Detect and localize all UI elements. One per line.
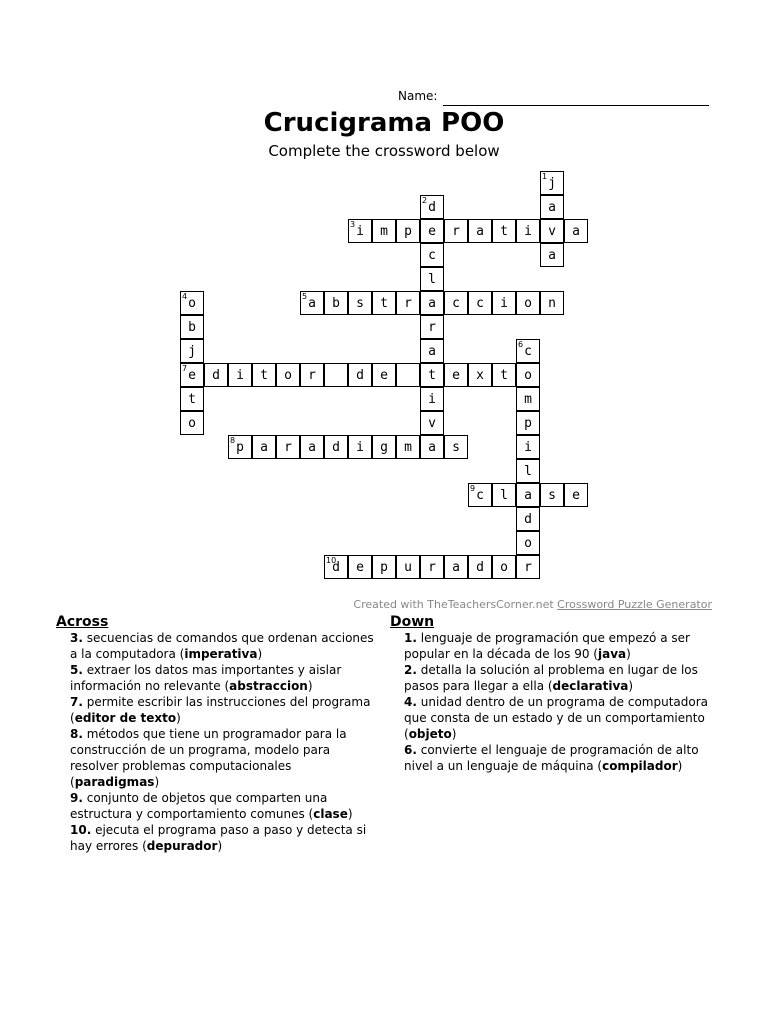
grid-cell[interactable]: [396, 363, 420, 387]
clue-answer: editor de texto: [74, 711, 177, 725]
cell-letter: o: [524, 367, 532, 383]
cell-letter: m: [380, 223, 388, 239]
grid-cell[interactable]: [540, 243, 564, 267]
clue-text: extraer los datos mas importantes y aislar información no relevante (: [70, 663, 342, 693]
clue-text: métodos que tiene un programador para la construcción de un programa, modelo para resolver problemas computacionales (: [70, 727, 347, 789]
grid-cell[interactable]: [372, 219, 396, 243]
grid-cell[interactable]: [396, 219, 420, 243]
cell-letter: a: [548, 247, 556, 263]
grid-cell[interactable]: [492, 555, 516, 579]
cell-letter: o: [188, 415, 196, 431]
cell-letter: r: [452, 223, 460, 239]
grid-cell[interactable]: [396, 291, 420, 315]
clue-item: [390, 742, 710, 774]
cell-letter: d: [476, 559, 484, 575]
cell-letter: b: [332, 295, 340, 311]
cell-letter: t: [260, 367, 268, 383]
cell-letter: p: [524, 415, 532, 431]
grid-cell[interactable]: [540, 195, 564, 219]
cell-letter: a: [524, 487, 532, 503]
grid-cell[interactable]: [420, 267, 444, 291]
clue-item: [56, 662, 376, 694]
grid-cell[interactable]: [516, 219, 540, 243]
clue-item: [56, 790, 376, 822]
clue-answer: clase: [313, 807, 348, 821]
grid-cell[interactable]: [564, 483, 588, 507]
cell-letter: a: [476, 223, 484, 239]
clue-end: ): [154, 775, 160, 789]
clue-end: ): [217, 839, 223, 853]
cell-letter: t: [188, 391, 196, 407]
clue-number: 4.: [404, 695, 417, 709]
cell-letter: i: [428, 391, 436, 407]
clue-end: ): [176, 711, 181, 725]
cell-letter: r: [428, 319, 436, 335]
cell-letter: n: [548, 295, 556, 311]
grid-cell[interactable]: [348, 363, 372, 387]
grid-cell[interactable]: [372, 435, 396, 459]
grid-cell[interactable]: [468, 219, 492, 243]
cell-letter: m: [524, 391, 532, 407]
grid-cell[interactable]: [468, 555, 492, 579]
cell-letter: u: [404, 559, 412, 575]
grid-cell[interactable]: [420, 291, 444, 315]
cell-letter: c: [428, 247, 436, 263]
grid-cell[interactable]: [564, 219, 588, 243]
cell-letter: c: [524, 343, 532, 359]
clue-text: conjunto de objetos que comparten una estructura y comportamiento comunes (: [70, 791, 328, 821]
grid-cell[interactable]: [420, 411, 444, 435]
down-clues: [390, 614, 710, 774]
clue-end: ): [628, 679, 634, 693]
page-subtitle: Complete the crossword below: [268, 142, 500, 160]
cell-letter: e: [356, 559, 364, 575]
cell-letter: o: [500, 559, 508, 575]
clue-number: 1: [542, 172, 548, 181]
grid-cell[interactable]: [348, 435, 372, 459]
clue-answer: java: [597, 647, 627, 661]
cell-letter: a: [428, 439, 436, 455]
clue-end: ): [451, 727, 457, 741]
clue-answer: abstraccion: [229, 679, 308, 693]
clue-number: 2: [422, 196, 428, 205]
clue-end: ): [257, 647, 263, 661]
cell-letter: l: [428, 271, 436, 287]
clue-end: ): [677, 759, 683, 773]
cell-letter: v: [428, 415, 436, 431]
grid-cell[interactable]: [372, 363, 396, 387]
cell-letter: o: [524, 295, 532, 311]
grid-cell[interactable]: [348, 219, 372, 243]
grid-cell[interactable]: [468, 363, 492, 387]
grid-cell[interactable]: [516, 555, 540, 579]
clue-number: 4: [182, 292, 188, 301]
cell-letter: d: [356, 367, 364, 383]
grid-cell[interactable]: [372, 555, 396, 579]
grid-cell[interactable]: [348, 291, 372, 315]
cell-letter: a: [308, 295, 316, 311]
cell-letter: r: [428, 559, 436, 575]
clue-number: 5: [302, 292, 308, 301]
cell-letter: i: [524, 223, 532, 239]
clue-text: secuencias de comandos que ordenan acciones a la computadora (: [70, 631, 374, 661]
grid-cell[interactable]: [180, 411, 204, 435]
grid-cell[interactable]: [516, 435, 540, 459]
cell-letter: t: [500, 367, 508, 383]
grid-cell[interactable]: [252, 363, 276, 387]
grid-cell[interactable]: [516, 387, 540, 411]
cell-letter: d: [332, 439, 340, 455]
cell-letter: r: [284, 439, 292, 455]
cell-letter: i: [356, 439, 364, 455]
cell-letter: c: [452, 295, 460, 311]
clue-answer: objeto: [408, 727, 452, 741]
grid-cell[interactable]: [420, 339, 444, 363]
clue-item: [56, 822, 376, 854]
across-list: [56, 630, 376, 854]
cell-letter: d: [524, 511, 532, 527]
grid-cell[interactable]: [324, 435, 348, 459]
clue-number: 9: [470, 484, 476, 493]
across-clues: [56, 614, 376, 854]
grid-cell[interactable]: [228, 435, 252, 459]
cell-letter: o: [284, 367, 292, 383]
cell-letter: a: [428, 295, 436, 311]
cell-letter: o: [524, 535, 532, 551]
credit-line: [353, 598, 712, 611]
grid-cell[interactable]: [300, 435, 324, 459]
credit-text: Created with TheTeachersCorner.net: [353, 598, 554, 611]
grid-cell[interactable]: [324, 363, 348, 387]
page-title: Crucigrama POO: [263, 108, 505, 138]
cell-letter: j: [548, 175, 556, 191]
clue-number: 8.: [70, 727, 83, 741]
clue-text: permite escribir las instrucciones del programa (: [70, 695, 371, 725]
clue-number: 6.: [404, 743, 417, 757]
grid-cell[interactable]: [468, 483, 492, 507]
grid-cell[interactable]: [516, 483, 540, 507]
cell-letter: d: [212, 367, 220, 383]
cell-letter: a: [452, 559, 460, 575]
cell-letter: c: [476, 295, 484, 311]
clue-item: [56, 630, 376, 662]
cell-letter: j: [188, 343, 196, 359]
grid-cell[interactable]: [180, 363, 204, 387]
grid-cell[interactable]: [396, 555, 420, 579]
down-list: [390, 630, 710, 774]
clue-number: 7: [182, 364, 188, 373]
cell-letter: s: [548, 487, 556, 503]
grid-cell[interactable]: [516, 411, 540, 435]
cell-letter: a: [260, 439, 268, 455]
name-label: Name:: [398, 89, 438, 103]
cell-letter: e: [572, 487, 580, 503]
clue-number: 3.: [70, 631, 83, 645]
grid-cell[interactable]: [444, 555, 468, 579]
grid-cell[interactable]: [180, 291, 204, 315]
clue-answer: compilador: [602, 759, 678, 773]
clue-number: 5.: [70, 663, 83, 677]
grid-cell[interactable]: [516, 339, 540, 363]
clue-text: convierte el lenguaje de programación de alto nivel a un lenguaje de máquina (: [404, 743, 699, 773]
grid-cell[interactable]: [492, 363, 516, 387]
cell-letter: x: [476, 367, 484, 383]
grid-cell[interactable]: [540, 219, 564, 243]
cell-letter: t: [380, 295, 388, 311]
grid-cell[interactable]: [420, 219, 444, 243]
grid-cell[interactable]: [492, 219, 516, 243]
clue-end: ): [626, 647, 631, 661]
clue-end: ): [347, 807, 353, 821]
grid-cell[interactable]: [396, 435, 420, 459]
cell-letter: l: [500, 487, 508, 503]
clue-text: ejecuta el programa paso a paso y detecta si hay errores (: [70, 823, 367, 853]
cell-letter: e: [452, 367, 460, 383]
grid-cell[interactable]: [516, 363, 540, 387]
grid-cell[interactable]: [420, 195, 444, 219]
grid-cell[interactable]: [540, 171, 564, 195]
cell-letter: g: [380, 439, 388, 455]
grid-cell[interactable]: [444, 219, 468, 243]
cell-letter: p: [380, 559, 388, 575]
grid-cell[interactable]: [180, 387, 204, 411]
cell-letter: r: [524, 559, 532, 575]
grid-cell[interactable]: [516, 507, 540, 531]
grid-cell[interactable]: [468, 291, 492, 315]
grid-cell[interactable]: [516, 531, 540, 555]
grid-cell[interactable]: [420, 387, 444, 411]
generator-link[interactable]: Crossword Puzzle Generator: [557, 598, 712, 611]
cell-letter: e: [380, 367, 388, 383]
clue-answer: paradigmas: [74, 775, 155, 789]
clue-item: [56, 726, 376, 790]
cell-letter: s: [452, 439, 460, 455]
grid-cell[interactable]: [228, 363, 252, 387]
grid-cell[interactable]: [492, 291, 516, 315]
grid-cell[interactable]: [444, 435, 468, 459]
down-heading: Down: [390, 614, 435, 630]
grid-cell[interactable]: [420, 315, 444, 339]
grid-cell[interactable]: [540, 291, 564, 315]
grid-cell[interactable]: [300, 363, 324, 387]
cell-letter: i: [500, 295, 508, 311]
cell-letter: t: [500, 223, 508, 239]
clue-number: 9.: [70, 791, 83, 805]
grid-cell[interactable]: [516, 291, 540, 315]
cell-letter: o: [188, 295, 196, 311]
grid-cell[interactable]: [540, 483, 564, 507]
cell-letter: i: [236, 367, 244, 383]
clue-text: lenguaje de programación que empezó a ser popular en la década de los 90 (: [404, 631, 690, 661]
clue-number: 3: [350, 220, 356, 229]
cell-letter: t: [428, 367, 436, 383]
cell-letter: a: [548, 199, 556, 215]
cell-letter: b: [188, 319, 196, 335]
grid-cell[interactable]: [180, 339, 204, 363]
grid-cell[interactable]: [420, 435, 444, 459]
cell-letter: a: [308, 439, 316, 455]
cell-letter: d: [332, 559, 340, 575]
clue-text: detalla la solución al problema en lugar de los pasos para llegar a ella (: [404, 663, 698, 693]
grid-cell[interactable]: [252, 435, 276, 459]
cell-letter: e: [188, 367, 196, 383]
cell-letter: i: [356, 223, 364, 239]
cell-letter: c: [476, 487, 484, 503]
grid-cell[interactable]: [420, 555, 444, 579]
clue-number: 10: [326, 556, 337, 565]
cell-letter: m: [404, 439, 412, 455]
grid-cell[interactable]: [324, 291, 348, 315]
cell-letter: p: [236, 439, 244, 455]
clue-item: [390, 630, 710, 662]
clue-item: [390, 662, 710, 694]
across-heading: Across: [56, 614, 109, 630]
cell-letter: e: [428, 223, 436, 239]
grid-cell[interactable]: [324, 555, 348, 579]
grid-cell[interactable]: [444, 363, 468, 387]
grid-cell[interactable]: [300, 291, 324, 315]
clue-item: [56, 694, 376, 726]
clue-number: 2.: [404, 663, 417, 677]
cell-letter: p: [404, 223, 412, 239]
cell-letter: l: [524, 463, 532, 479]
cell-letter: a: [572, 223, 580, 239]
cell-letter: i: [524, 439, 532, 455]
grid-cell[interactable]: [180, 315, 204, 339]
grid-cell[interactable]: [204, 363, 228, 387]
clue-number: 6: [518, 340, 524, 349]
grid-cell[interactable]: [276, 435, 300, 459]
clue-number: 1.: [404, 631, 417, 645]
grid-cell[interactable]: [372, 291, 396, 315]
grid-cell[interactable]: [420, 243, 444, 267]
clue-answer: declarativa: [552, 679, 629, 693]
clue-answer: imperativa: [184, 647, 258, 661]
clue-number: 8: [230, 436, 236, 445]
grid-cell[interactable]: [420, 363, 444, 387]
cell-letter: r: [404, 295, 412, 311]
grid-cell[interactable]: [516, 459, 540, 483]
clue-text: unidad dentro de un programa de computadora que consta de un estado y de un comportamiento (: [404, 695, 709, 741]
clue-number: 7.: [70, 695, 83, 709]
cell-letter: d: [428, 199, 436, 215]
clue-item: [390, 694, 710, 742]
cell-letter: r: [308, 367, 316, 383]
cell-letter: s: [356, 295, 364, 311]
grid-cell[interactable]: [276, 363, 300, 387]
clue-answer: depurador: [146, 839, 218, 853]
cell-letter: v: [548, 223, 556, 239]
clue-end: ): [307, 679, 313, 693]
clue-number: 10.: [70, 823, 92, 837]
grid-cell[interactable]: [444, 291, 468, 315]
cell-letter: a: [428, 343, 436, 359]
grid-cell[interactable]: [348, 555, 372, 579]
grid-cell[interactable]: [492, 483, 516, 507]
